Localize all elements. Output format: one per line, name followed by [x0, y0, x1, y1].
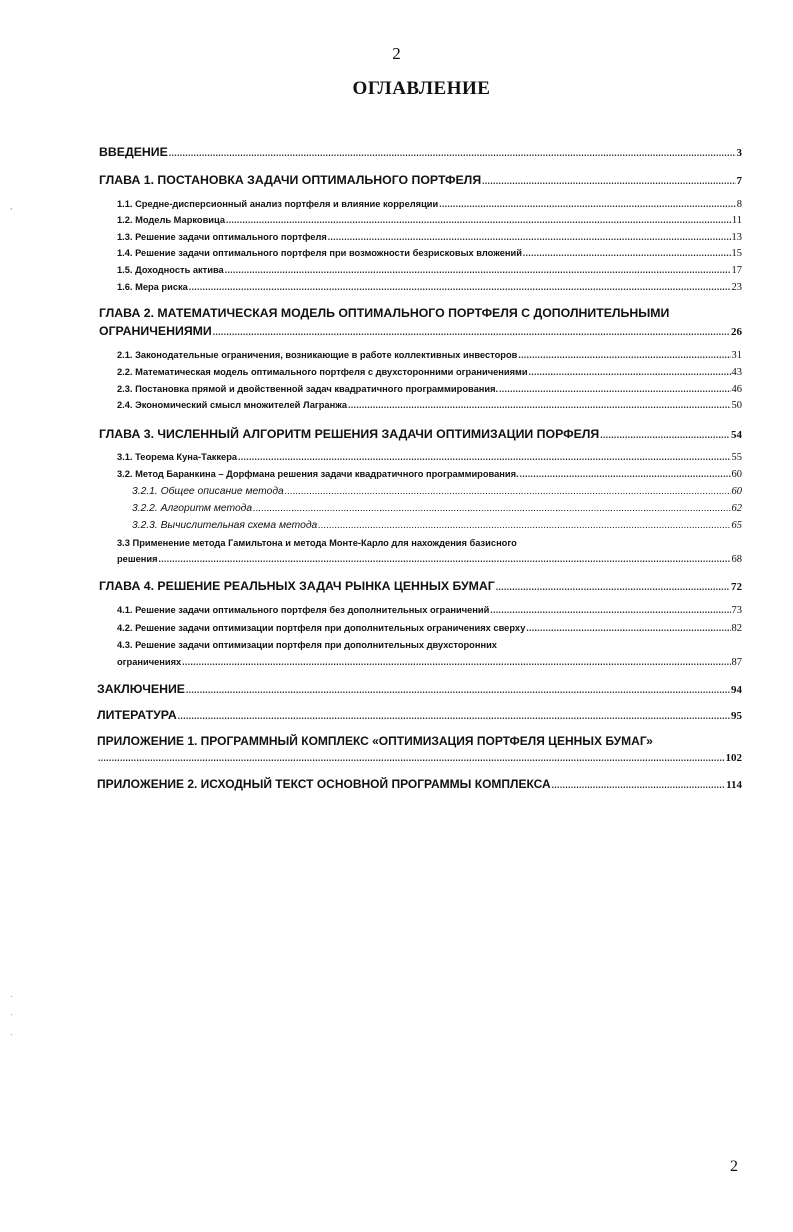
scan-speck: · [10, 992, 13, 1001]
toc-leader-dots [348, 400, 730, 410]
toc-entry-section-4-3-line-1[interactable]: 4.3. Решение задачи оптимизации портфеля при дополнительных двухсторонних [117, 640, 497, 650]
toc-entry-title: 1.2. Модель Марковица [117, 215, 226, 225]
toc-entry-appendix-1-line-1[interactable]: ПРИЛОЖЕНИЕ 1. ПРОГРАММНЫЙ КОМПЛЕКС «ОПТИМИЗАЦИЯ ПОРТФЕЛЯ ЦЕННЫХ БУМАГ» [97, 734, 653, 748]
toc-entry-title: 4.2. Решение задачи оптимизации портфеля при дополнительных ограничениях сверху [117, 623, 526, 633]
toc-entry-section-1-3[interactable] [117, 232, 742, 243]
toc-page-number: 114 [726, 779, 742, 791]
toc-entry-title: 2.1. Законодательные ограничения, возникающие в работе коллективных инвесторов [117, 350, 518, 360]
toc-entry-section-2-3[interactable] [117, 384, 742, 395]
toc-entry-title: ограничениях [117, 657, 182, 667]
toc-entry-chapter-2-line-1[interactable]: ГЛАВА 2. МАТЕМАТИЧЕСКАЯ МОДЕЛЬ ОПТИМАЛЬНОГО ПОРТФЕЛЯ С ДОПОЛНИТЕЛЬНЫМИ [99, 306, 670, 320]
toc-leader-dots [238, 452, 730, 462]
scan-speck: · [10, 1010, 13, 1019]
toc-entry-section-1-5[interactable] [117, 265, 742, 276]
toc-entry-title: 3.2. Метод Баранкина – Дорфмана решения задачи квадратичного программирования. [117, 469, 519, 479]
toc-leader-dots [226, 215, 731, 225]
toc-entry-title: ГЛАВА 4. РЕШЕНИЕ РЕАЛЬНЫХ ЗАДАЧ РЫНКА ЦЕННЫХ БУМАГ [99, 579, 495, 593]
scan-speck: , [10, 202, 13, 211]
toc-page-number: 26 [731, 326, 742, 338]
toc-entry-appendix-2[interactable] [97, 777, 742, 791]
page-title: ОГЛАВЛЕНИЕ [352, 78, 491, 99]
toc-page-number: 95 [731, 710, 742, 722]
toc-leader-dots [552, 780, 725, 790]
toc-entry-title: 3.2.2. Алгоритм метода [132, 503, 253, 514]
toc-entry-title: ГЛАВА 1. ПОСТАНОВКА ЗАДАЧИ ОПТИМАЛЬНОГО ПОРТФЕЛЯ [99, 173, 482, 187]
toc-page-number: 60 [731, 486, 742, 497]
toc-leader-dots [328, 232, 731, 242]
toc-entry-section-1-1[interactable] [117, 199, 742, 210]
toc-leader-dots [159, 554, 731, 564]
toc-leader-dots [482, 176, 735, 186]
toc-leader-dots [213, 327, 730, 337]
toc-entry-section-3-3[interactable] [117, 554, 742, 565]
toc-page-number: 23 [731, 282, 742, 293]
toc-page-number: 102 [725, 752, 742, 764]
toc-entry-title: 2.2. Математическая модель оптимального портфеля с двухсторонними ограничениями [117, 367, 528, 377]
toc-page-number: 87 [731, 657, 742, 668]
toc-entry-title: ГЛАВА 3. ЧИСЛЕННЫЙ АЛГОРИТМ РЕШЕНИЯ ЗАДАЧИ ОПТИМИЗАЦИИ ПОРФЕЛЯ [99, 427, 600, 441]
toc-entry-introduction[interactable] [99, 145, 742, 159]
toc-entry-appendix-1[interactable] [97, 752, 742, 764]
toc-entry-title: 1.3. Решение задачи оптимального портфеля [117, 232, 327, 242]
toc-entry-section-3-2[interactable] [117, 469, 742, 480]
toc-entry-section-3-1[interactable] [117, 452, 742, 463]
toc-entry-title: 2.3. Постановка прямой и двойственной задач квадратичного программирования. [117, 384, 499, 394]
toc-leader-dots [523, 248, 731, 258]
toc-entry-chapter-1[interactable] [99, 173, 742, 187]
toc-leader-dots [253, 503, 730, 513]
toc-leader-dots [526, 623, 730, 633]
toc-entry-title: 2.4. Экономический смысл множителей Лагранжа [117, 400, 348, 410]
toc-page-number: 8 [736, 199, 742, 210]
toc-leader-dots [490, 605, 730, 615]
toc-leader-dots [98, 753, 725, 763]
toc-leader-dots [520, 469, 731, 479]
toc-page-number: 73 [731, 605, 742, 616]
toc-leader-dots [225, 265, 731, 275]
toc-entry-title: 4.1. Решение задачи оптимального портфеля без дополнительных ограничений [117, 605, 490, 615]
page-number-bottom: 2 [730, 1158, 738, 1175]
toc-page-number: 13 [731, 232, 742, 243]
toc-leader-dots [178, 711, 730, 721]
toc-leader-dots [169, 148, 736, 158]
toc-page-number: 60 [731, 469, 742, 480]
toc-page-number: 31 [731, 350, 742, 361]
toc-entry-title: 3.2.1. Общее описание метода [132, 486, 284, 497]
toc-entry-section-2-2[interactable] [117, 367, 742, 378]
toc-entry-title: 1.4. Решение задачи оптимального портфеля при возможности безрисковых вложений [117, 248, 522, 258]
toc-entry-title: 3.2.3. Вычислительная схема метода [132, 520, 318, 531]
toc-entry-section-1-2[interactable] [117, 215, 742, 226]
toc-entry-title: ЗАКЛЮЧЕНИЕ [97, 682, 185, 696]
toc-entry-section-1-4[interactable] [117, 248, 742, 259]
toc-leader-dots [518, 350, 730, 360]
toc-entry-section-4-1[interactable] [117, 605, 742, 616]
toc-entry-title: 1.6. Мера риска [117, 282, 188, 292]
toc-leader-dots [499, 384, 730, 394]
toc-page-number: 46 [731, 384, 742, 395]
toc-entry-literature[interactable] [97, 708, 742, 722]
toc-leader-dots [600, 430, 730, 440]
toc-page-number: 7 [736, 175, 742, 187]
toc-page-number: 50 [731, 400, 742, 411]
toc-entry-title: ПРИЛОЖЕНИЕ 2. ИСХОДНЫЙ ТЕКСТ ОСНОВНОЙ ПРОГРАММЫ КОМПЛЕКСА [97, 777, 551, 791]
toc-entry-title: ВВЕДЕНИЕ [99, 145, 168, 159]
toc-entry-conclusion[interactable] [97, 682, 742, 696]
toc-page-number: 68 [731, 554, 742, 565]
toc-entry-chapter-3[interactable] [99, 427, 742, 441]
toc-entry-title: ОГРАНИЧЕНИЯМИ [99, 324, 212, 338]
toc-page-number: 54 [731, 429, 742, 441]
toc-page-number: 3 [736, 147, 742, 159]
toc-page-number: 82 [731, 623, 742, 634]
toc-entry-title: 1.1. Средне-дисперсионный анализ портфеля и влияние корреляции [117, 199, 439, 209]
toc-leader-dots [529, 367, 731, 377]
toc-leader-dots [186, 685, 730, 695]
scan-speck: · [10, 1030, 13, 1039]
toc-entry-subsection-3-2-1[interactable] [132, 486, 742, 497]
toc-entry-title: ЛИТЕРАТУРА [97, 708, 177, 722]
toc-page-number: 43 [731, 367, 742, 378]
toc-page-number: 72 [731, 581, 742, 593]
toc-leader-dots [189, 282, 731, 292]
page-number-top: 2 [392, 44, 401, 63]
toc-entry-chapter-2[interactable] [99, 324, 742, 338]
toc-entry-subsection-3-2-2[interactable] [132, 503, 742, 514]
toc-entry-section-1-6[interactable] [117, 282, 742, 293]
toc-page-number: 55 [731, 452, 742, 463]
toc-leader-dots [285, 486, 731, 496]
toc-page-number: 65 [731, 520, 742, 531]
toc-page-number: 11 [731, 215, 742, 226]
toc-entry-title: 3.1. Теорема Куна-Таккера [117, 452, 238, 462]
toc-entry-section-3-3-line-1[interactable]: 3.3 Применение метода Гамильтона и метода Монте-Карло для нахождения базисного [117, 538, 517, 548]
toc-page-number: 94 [731, 684, 742, 696]
toc-leader-dots [439, 199, 736, 209]
toc-entry-section-4-3[interactable] [117, 657, 742, 668]
toc-entry-subsection-3-2-3[interactable] [132, 520, 742, 531]
toc-page-number: 62 [731, 503, 742, 514]
toc-page-number: 15 [731, 248, 742, 259]
toc-leader-dots [318, 520, 730, 530]
toc-entry-chapter-4[interactable] [99, 579, 742, 593]
toc-entry-section-2-4[interactable] [117, 400, 742, 411]
toc-entry-title: решения [117, 554, 158, 564]
toc-entry-section-4-2[interactable] [117, 623, 742, 634]
toc-page-number: 17 [731, 265, 742, 276]
toc-entry-section-2-1[interactable] [117, 350, 742, 361]
toc-leader-dots [182, 657, 730, 667]
toc-entry-title: 1.5. Доходность актива [117, 265, 224, 275]
toc-leader-dots [496, 582, 730, 592]
